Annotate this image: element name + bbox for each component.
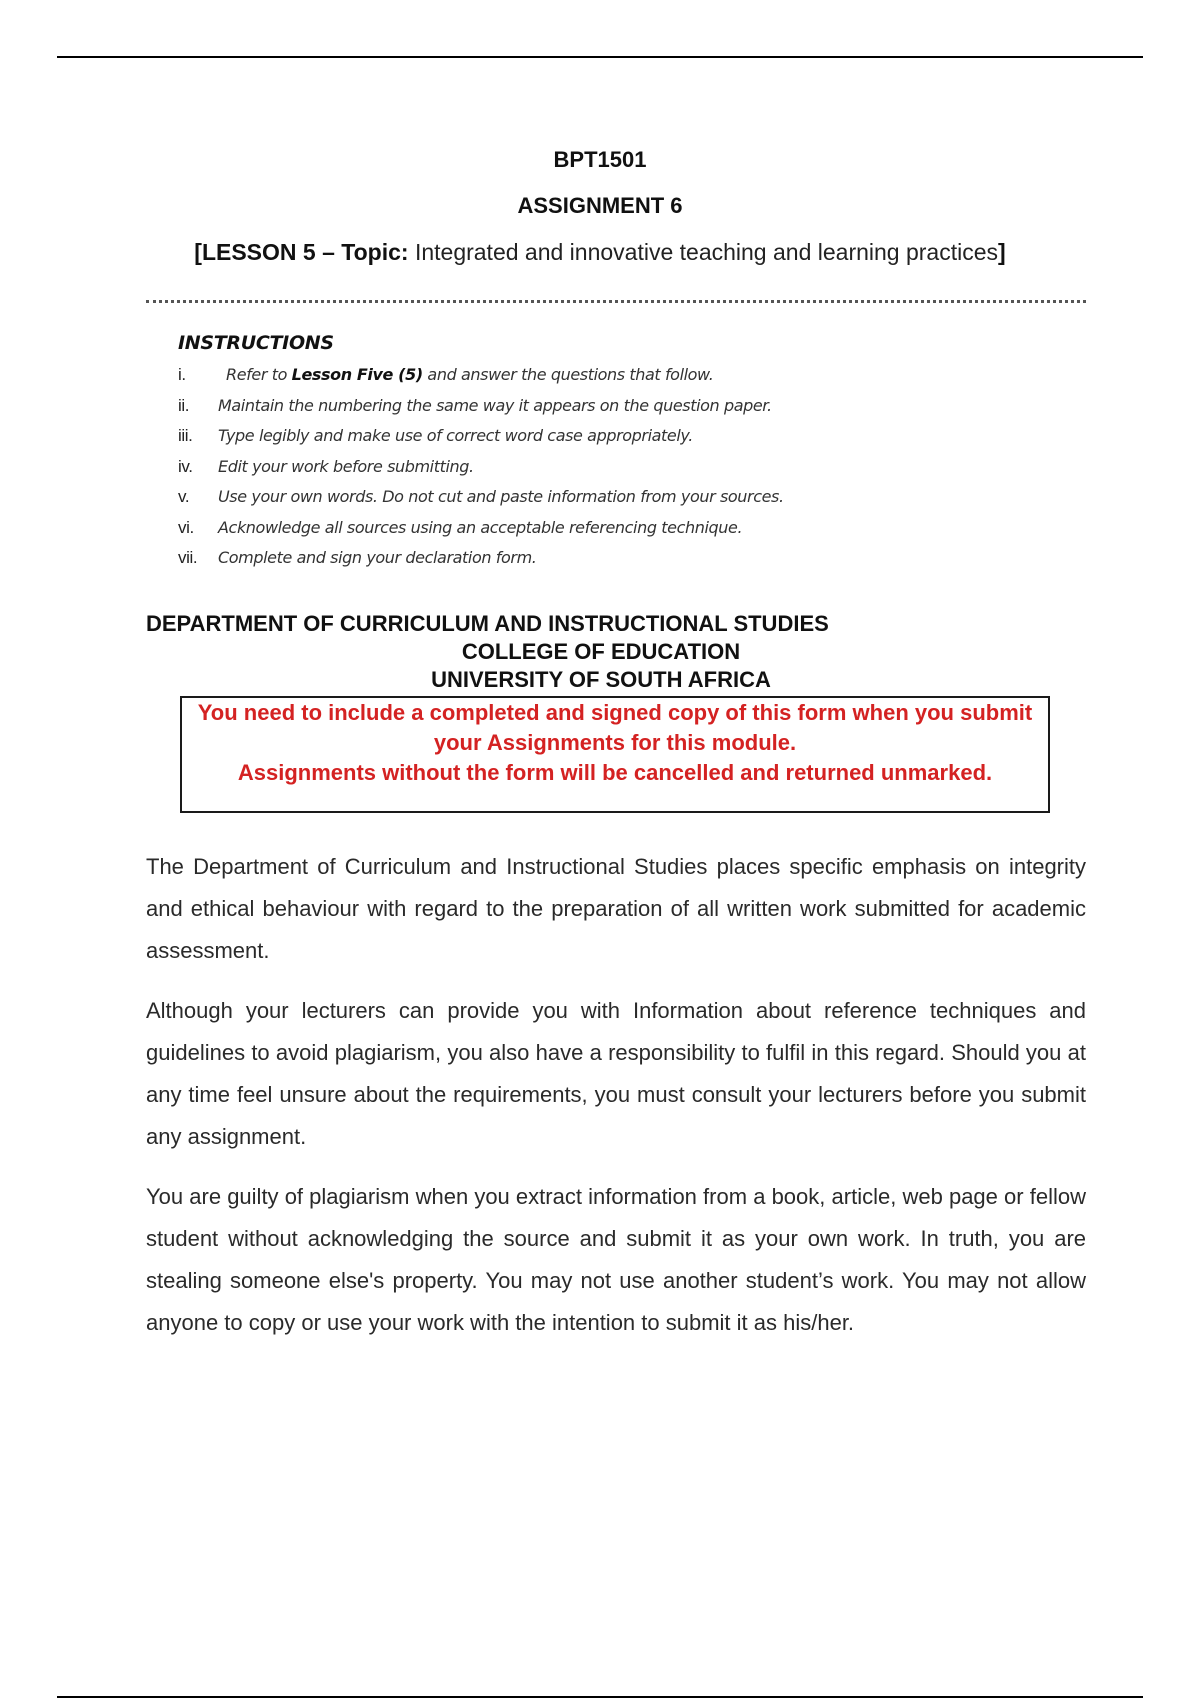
instruction-text-bold: Lesson Five (5) (291, 365, 423, 384)
paragraph-integrity: The Department of Curriculum and Instructional Studies places specific emphasis on integrity and ethical behaviour with regard to the preparation of all written work submitted for academic assessment. (146, 854, 1086, 963)
instruction-text: Acknowledge all sources using an acceptable referencing technique. (218, 517, 743, 537)
department-heading (146, 610, 1056, 694)
instruction-text: Type legibly and make use of correct word case appropriately. (218, 426, 693, 445)
college-name: COLLEGE OF EDUCATION (461, 639, 741, 664)
instruction-number: v. (178, 487, 190, 506)
instruction-text (218, 360, 713, 391)
department-name: DEPARTMENT OF CURRICULUM AND INSTRUCTIONAL STUDIES (146, 611, 829, 636)
instruction-text: Use your own words. Do not cut and paste information from your sources. (218, 487, 784, 506)
instruction-number: ii. (178, 395, 190, 415)
module-code: BPT1501 (553, 147, 647, 172)
instruction-item (178, 513, 1058, 544)
instruction-number: vi. (178, 517, 194, 537)
assignment-title: ASSIGNMENT 6 (517, 193, 683, 218)
instruction-number: vii. (178, 548, 198, 567)
lesson-topic-line (0, 237, 1200, 267)
bottom-rule (57, 1696, 1143, 1698)
instruction-text: Maintain the numbering the same way it appears on the question paper. (218, 395, 772, 415)
top-rule (57, 56, 1143, 58)
instruction-number: i. (178, 365, 186, 384)
instructions-title: INSTRUCTIONS (178, 332, 334, 354)
instruction-text-pre: Refer to (226, 365, 292, 384)
instructions-section (178, 328, 1058, 574)
warning-line-2: Assignments without the form will be cancelled and returned unmarked. (237, 760, 993, 785)
instruction-item (178, 360, 1058, 391)
declaration-warning-box (180, 696, 1050, 813)
lesson-label: [LESSON 5 – Topic: (194, 239, 409, 265)
lesson-topic: Integrated and innovative teaching and learning practices (408, 239, 999, 265)
instruction-item (178, 391, 1058, 422)
lesson-close-bracket: ] (998, 239, 1006, 265)
instruction-text: Complete and sign your declaration form. (218, 548, 537, 567)
instruction-item (178, 482, 1058, 513)
university-name: UNIVERSITY OF SOUTH AFRICA (431, 667, 771, 692)
instruction-item (178, 452, 1058, 483)
document-header (0, 145, 1200, 267)
paragraph-responsibility: Although your lecturers can provide you with Information about reference techniques and guidelines to avoid plagiarism, you also have a responsibility to fulfil in this regard. Should you at any time feel unsure about the requirements, you must consult your lecturers before you submit any assignment. (146, 998, 1086, 1149)
dotted-separator (146, 300, 1086, 303)
instruction-item (178, 543, 1058, 574)
instruction-text: Edit your work before submitting. (218, 456, 474, 476)
instruction-number: iv. (178, 456, 193, 476)
instruction-text-post: and answer the questions that follow. (422, 365, 714, 384)
warning-line-1: You need to include a completed and signed copy of this form when you submit your Assignments for this module. (197, 700, 1033, 755)
instruction-item (178, 421, 1058, 452)
instruction-number: iii. (178, 426, 193, 445)
paragraph-plagiarism: You are guilty of plagiarism when you extract information from a book, article, web page or fellow student without acknowledging the source and submit it as your own work. In truth, you are stealing someone else's property. You may not use another student’s work. You may not allow anyone to copy or use your work with the intention to submit it as his/her. (146, 1184, 1086, 1335)
instructions-list (178, 360, 1058, 574)
